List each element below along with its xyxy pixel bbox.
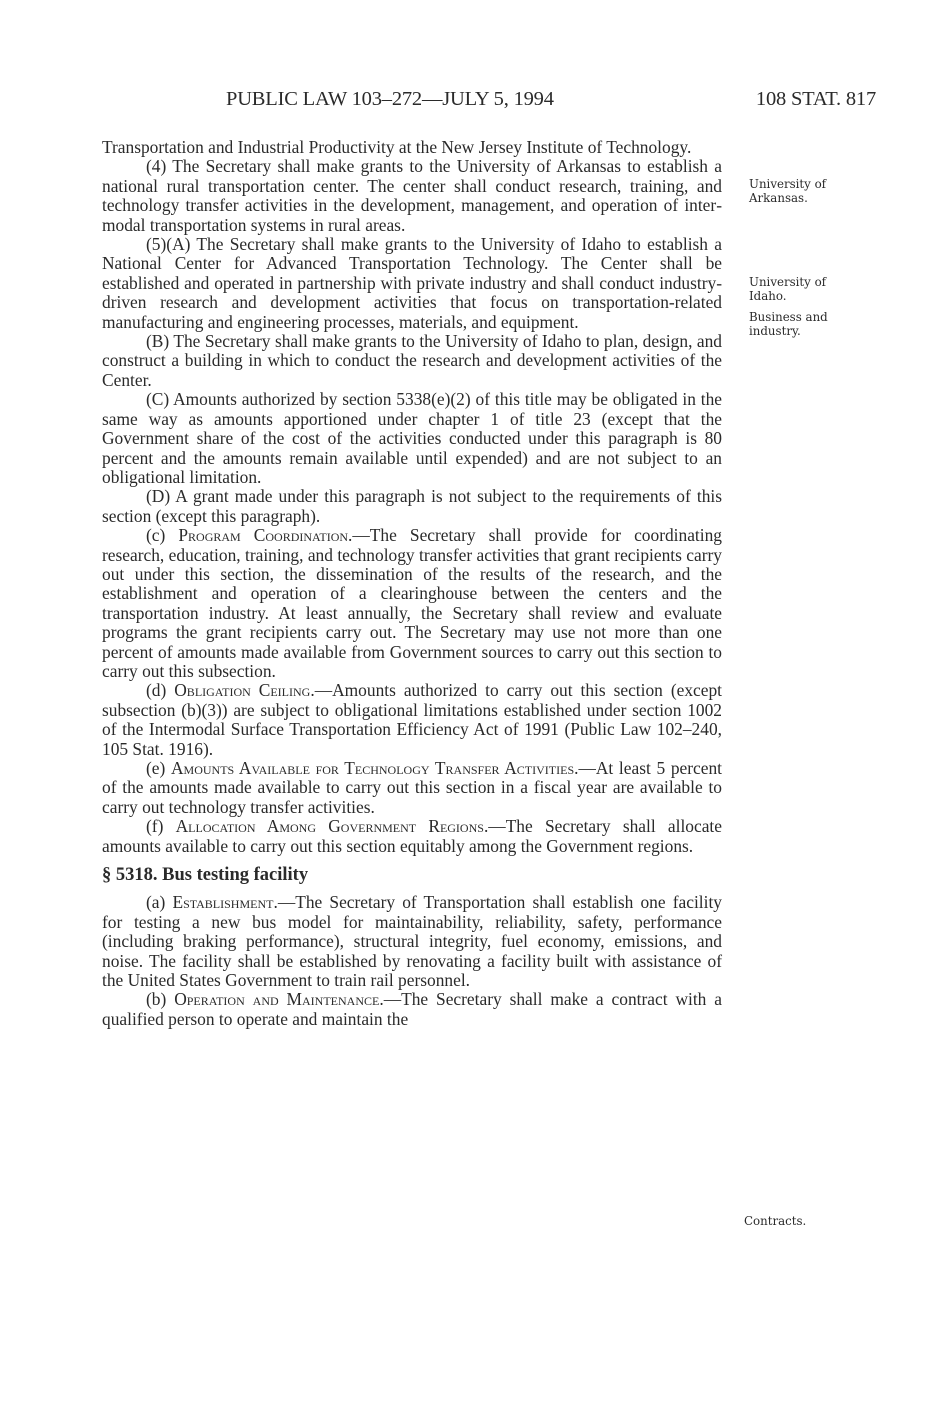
margin-note-business	[749, 311, 859, 338]
margin-note-line: Contracts.	[744, 1214, 807, 1228]
subsection-heading: Establishment.	[172, 892, 278, 913]
subsection-b-operation	[102, 990, 722, 1029]
paragraph-5d: (D) A grant made under this paragraph is not subject to the requirements of this section (except this paragraph).	[102, 486, 722, 526]
margin-note-line: Idaho.	[749, 288, 787, 303]
paragraph-5b: (B) The Secretary shall make grants to the University of Idaho to plan, design, and construct a building in which to conduct the research and development activities of the Center.	[102, 331, 722, 390]
subsection-c-program-coordination	[102, 526, 722, 681]
subsection-e-technology-transfer	[102, 759, 722, 817]
subsection-label: (e)	[146, 758, 171, 778]
margin-note-arkansas	[749, 178, 859, 205]
public-law-title: PUBLIC LAW 103–272—JULY 5, 1994	[226, 88, 554, 110]
statute-page-number: 108 STAT. 817	[755, 88, 876, 110]
subsection-heading: Obligation Ceiling.	[174, 680, 315, 701]
subsection-text: —The Secretary of Transportation shall establish one facility for testing a new bus model for maintainability, reliability, safety, performance (including braking performance), structural integrity, fuel economy, emissions, and noise. The facility shall be established by renovating a facility built with assistance of the United States Government to train rail personnel.	[102, 892, 722, 991]
subsection-label: (f)	[146, 816, 176, 837]
subsection-heading: Amounts Available for Technology Transfer Activities.	[170, 758, 579, 778]
paragraph-5a-idaho: (5)(A) The Secretary shall make grants to the University of Idaho to establish a National Center for Advanced Transportation Technology. The Center shall be established and operated in partnership with private industry and shall conduct industry-driven research and development activities that focus on transportation-related manufacturing and engineering processes, materials, and equipment.	[102, 234, 722, 332]
margin-note-line: University of	[749, 275, 827, 289]
subsection-heading: Allocation Among Government Regions.	[175, 816, 489, 837]
paragraph-5c: (C) Amounts authorized by section 5338(e)(2) of this title may be obligated in the same way as amounts apportioned under chapter 1 of title 23 (except that the Government share of the cost of the activities conducted under this paragraph is 80 percent and the amounts remain available until expended) and are not subject to an obligational limitation.	[102, 389, 722, 487]
subsection-heading: Program Coordination.	[178, 525, 353, 546]
subsection-label: (d)	[146, 680, 175, 701]
margin-note-line: Business and	[749, 310, 828, 324]
paragraph-4-arkansas: (4) The Secretary shall make grants to the University of Arkansas to establish a national rural transportation center. The center shall conduct research, training, and technology transfer activities in the development, management, and operation of intermodal transportation systems in rural areas.	[102, 156, 722, 235]
subsection-label: (a)	[146, 892, 173, 913]
subsection-text: —The Secretary shall allocate amounts available to carry out this section equitably among the Government regions.	[102, 816, 722, 856]
subsection-heading: Operation and Maintenance.	[174, 989, 384, 1010]
margin-note-line: Arkansas.	[749, 190, 808, 205]
margin-note-idaho	[749, 276, 859, 303]
law-body	[102, 138, 722, 1029]
subsection-text: —The Secretary shall provide for coordinating research, education, training, and technology transfer activities that grant recipients carry out under this section, the dissemination of the results of the research, and the establishment and operation of a clearinghouse between the centers and the transportation industry. At least annually, the Secretary shall review and evaluate programs the grant recipients carry out. The Secretary may use not more than one percent of amounts made available from Government sources to carry out this section to carry out this subsection.	[102, 525, 722, 681]
margin-note-line: University of	[749, 177, 827, 191]
subsection-text: —At least 5 percent of the amounts made available to carry out this section in a fiscal year are available to carry out technology transfer activities.	[102, 758, 722, 817]
subsection-a-establishment	[102, 893, 722, 990]
margin-note-contracts	[744, 1215, 854, 1229]
subsection-label: (b)	[146, 989, 175, 1010]
subsection-d-obligation-ceiling	[102, 681, 722, 759]
subsection-f-allocation	[102, 817, 722, 856]
subsection-text: —Amounts authorized to carry out this section (except subsection (b)(3)) are subject to obligational limitations established under section 1002 of the Intermodal Surface Transportation Efficiency Act of 1991 (Public Law 102–240, 105 Stat. 1916).	[102, 680, 722, 759]
subsection-text: —The Secretary shall make a contract with a qualified person to operate and maintain the	[102, 989, 722, 1029]
subsection-label: (c)	[146, 525, 179, 546]
margin-note-line: industry.	[749, 323, 801, 338]
paragraph-continued: Transportation and Industrial Productivity at the New Jersey Institute of Technology.	[102, 137, 692, 157]
page-header	[226, 88, 876, 118]
section-5318-heading: § 5318. Bus testing facility	[102, 865, 309, 886]
